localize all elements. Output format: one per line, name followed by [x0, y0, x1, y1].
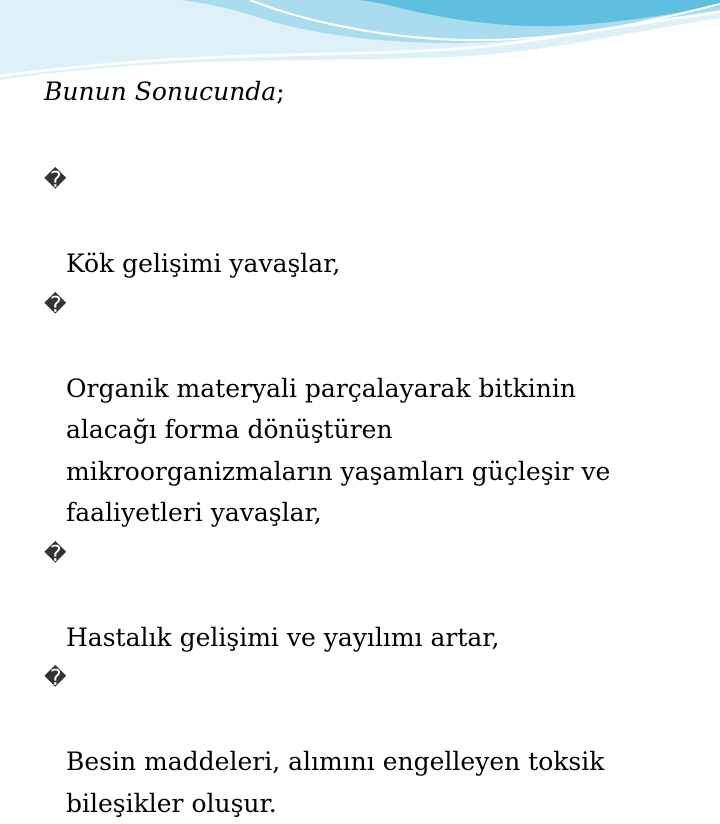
- bullet-text: Besin maddeleri, alımını engelleyen toksik bileşikler oluşur.: [66, 747, 605, 818]
- slide-heading: [44, 72, 285, 112]
- bullet-item: [44, 658, 684, 824]
- bullet-item: [44, 160, 684, 285]
- bullet-text: Organik materyali parçalayarak bitkinin alacağı forma dönüştüren mikroorganizmaların yaşamları güçleşir ve faaliyetleri yavaşlar,: [66, 373, 611, 527]
- slide-heading-punct: ;: [276, 77, 285, 106]
- bullet-list: [44, 160, 684, 824]
- bullet-marker-icon: �: [44, 168, 67, 193]
- bullet-marker-icon: �: [44, 666, 67, 691]
- bullet-item: [44, 285, 684, 534]
- bullet-marker-icon: �: [44, 541, 67, 567]
- bullet-text: Kök gelişimi yavaşlar,: [66, 249, 341, 278]
- slide-heading-text: Bunun Sonucunda: [44, 77, 277, 106]
- bullet-item: [44, 534, 684, 659]
- bullet-text: Hastalık gelişimi ve yayılımı artar,: [66, 622, 500, 652]
- bullet-marker-icon: �: [44, 292, 67, 318]
